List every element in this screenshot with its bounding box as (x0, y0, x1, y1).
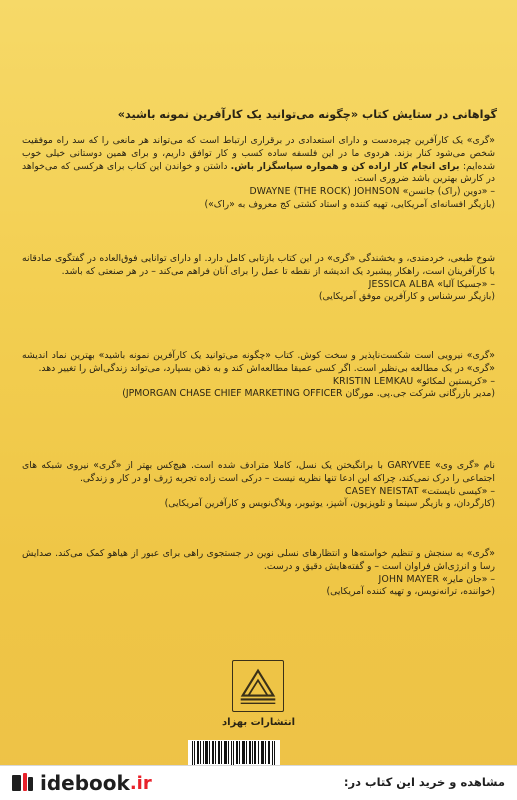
publisher-name: انتشارات بهزاد (221, 717, 296, 728)
brand-name: idebook (40, 771, 130, 795)
blurb-author (22, 574, 495, 587)
blurb-author (22, 486, 495, 499)
praise-heading: گواهانی در ستایش کتاب «چگونه می‌توانید یک کارآفرین نمونه باشید» (117, 108, 497, 121)
author-name-fa: – «کیسی نایستت» (421, 485, 495, 497)
praise-blurb-4 (22, 460, 495, 511)
author-role: (بازیگر افسانه‌ای آمریکایی، تهیه کننده و استاد کشتی کج معروف به «راک») (204, 199, 495, 211)
blurb-text: شوخ طبعی، خردمندی، و بخشندگی «گری» در این کتاب بازتابی کامل دارد. او دارای توانایی فوق‌العاده در گفتگوی صادقانه با کارآفرینان است، راهکار پیشبرد یک اندیشه از نقطه تا عمل را برای آنان فراهم می‌کند – در هر صنعتی که باشد. (22, 253, 495, 277)
blurb-text: «گری» یک کارآفرین چیره‌دست و دارای استعدادی در برقراری ارتباط است که می‌تواند هر مانعی را که سد راه موفقیت شخص می‌شود کنار بزند. هردوی ما در این فلسفه ساده کسب و کار توافق داریم، و برای همین دوستانی خیلی خوب شده‌ایم: (22, 135, 495, 172)
author-name-fa: – «کریستین لمکائو» (416, 375, 495, 387)
idebook-logo[interactable] (10, 771, 152, 795)
blurb-author (22, 186, 495, 199)
author-name-en: JESSICA ALBA (368, 278, 435, 290)
author-name-fa: – «دوین (راک) جانسن» (402, 186, 495, 198)
author-role: (مدیر بازرگانی شرکت جی.پی. مورگان JPMORGAN CHASE CHIEF MARKETING OFFICER) (122, 388, 495, 400)
store-banner[interactable] (0, 765, 517, 800)
author-role: (خواننده، ترانه‌نویس، و تهیه کننده آمریکایی) (326, 586, 495, 598)
publisher-logo-icon (232, 660, 284, 712)
blurb-tail-text: داشتن و خواندن این کتاب برای هرکسی که می‌خواهد در کارش بهترین باشد ضروری است. (22, 160, 495, 185)
author-name-fa: – «جسیکا آلبا» (437, 278, 495, 290)
author-name-en: CASEY NEISTAT (344, 485, 419, 497)
author-role: (بازیگر سرشناس و کارآفرین موفق آمریکایی) (318, 291, 495, 303)
author-role: (کارگردان، و بازیگر سینما و تلویزیون، آشپز، یوتیوبر، وبلاگ‌نویس و کارآفرین آمریکایی) (164, 498, 495, 510)
author-name-en: KRISTIN LEMKAU (332, 375, 414, 387)
praise-blurb-5 (22, 548, 495, 599)
blurb-author (22, 279, 495, 292)
blurb-text: نام «گری وی» GARYVEE با برانگیختن یک نسل، کاملا مترادف شده است. هیچ‌کس بهتر از «گری» نیروی شبکه های اجتماعی را درک نمی‌کند، چراکه این ادعا تنها نظریه نیست – درکی است زاده تجربه ژرف او در کار و زندگی. (22, 460, 495, 484)
book-stack-icon (10, 771, 36, 795)
blurb-author (22, 376, 495, 389)
author-name-fa: – «جان مایر» (442, 573, 495, 585)
praise-blurb-3 (22, 350, 495, 401)
brand-tld: .ir (129, 772, 152, 794)
blurb-bold-text: برای انجام کار اراده کن و همواره سپاسگزار باش. (230, 160, 463, 172)
buy-call-to-action: مشاهده و خرید این کتاب در: (343, 775, 505, 789)
author-name-en: JOHN MAYER (378, 573, 440, 585)
blurb-text: «گری» نیرویی است شکست‌ناپذیر و سخت کوش. کتاب «چگونه می‌توانید یک کارآفرین نمونه باشید» بهترین نماد اندیشه «گری» در یک مطالعه بی‌نظیر است. اگر کسی عمیقا مطالعه‌اش کند و به ذهن بسپارد، می‌تواند زندگی‌اش را تغییر دهد. (22, 350, 495, 374)
author-name-en: DWAYNE (THE ROCK) JOHNSON (249, 186, 400, 198)
barcode-bars (188, 740, 280, 766)
praise-blurb-1 (22, 135, 495, 212)
praise-blurb-2 (22, 253, 495, 304)
blurb-text: «گری» به سنجش و تنظیم خواسته‌ها و انتظارهای نسلی نوین در جستجوی راهی برای عبور از هیاهو کمک می‌کند. صدایش رسا و انرژی‌اش فراوان است – و گفته‌هایش دقیق و درست. (22, 548, 495, 572)
